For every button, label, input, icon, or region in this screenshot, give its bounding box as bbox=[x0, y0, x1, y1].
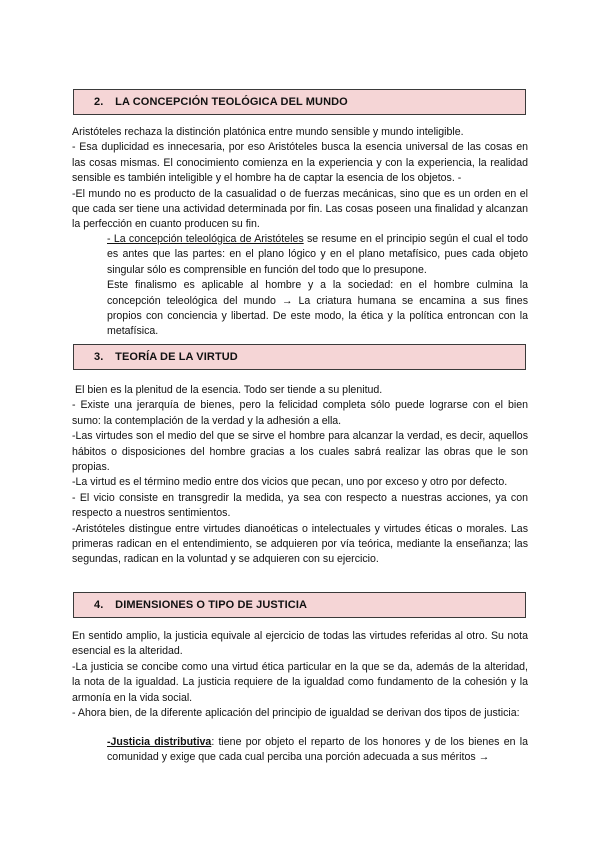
paragraph: -La justicia se concibe como una virtud ética particular en la que se da, además de la alteridad, la nota de la igualdad. La justicia requiere de la igualdad como fundamento de la cohesión y la armonía en la vida social. bbox=[72, 660, 528, 704]
paragraph: - Existe una jerarquía de bienes, pero la felicidad completa sólo puede lograrse con el bien sumo: la contemplación de la verdad y la adhesión a ella. bbox=[72, 399, 528, 427]
paragraph: Aristóteles rechaza la distinción platónica entre mundo sensible y mundo inteligible. bbox=[72, 126, 464, 138]
paragraph-text: : tiene por objeto el reparto de los honores y de los bienes en la comunidad y exige que cada cual perciba una porción adecuada a sus méritos → bbox=[107, 736, 528, 764]
paragraph: Este finalismo es aplicable al hombre y a la sociedad: en el hombre culmina la concepción teleológica del mundo → La criatura humana se encamina a sus fines propios con conciencia y libertad. De este modo, la ética y la política entroncan con la metafísica. bbox=[107, 279, 528, 338]
section-title: LA CONCEPCIÓN TEOLÓGICA DEL MUNDO bbox=[115, 96, 348, 108]
paragraph-text: se resume en el principio según el cual el todo es antes que las partes: en el plano lógico y en el plano metafísico, pues cada objeto singular sólo es comprensible en función del todo que lo presupone. bbox=[107, 233, 528, 276]
paragraph: En sentido amplio, la justicia equivale al ejercicio de todas las virtudes referidas al otro. Su nota esencial es la alteridad. bbox=[72, 630, 528, 658]
section-number: 3. bbox=[94, 351, 104, 363]
paragraph: El bien es la plenitud de la esencia. Todo ser tiende a su plenitud. bbox=[75, 384, 383, 396]
paragraph: -Aristóteles distingue entre virtudes dianoéticas o intelectuales y virtudes éticas o morales. Las primeras radican en el entendimiento, se adquieren por vía teórica, mediante la enseñanza; las segundas, radican en la voluntad y se adquieren con su ejercicio. bbox=[72, 522, 528, 566]
section-2-indented bbox=[107, 232, 528, 340]
bold-underlined-lead: -Justicia distributiva bbox=[107, 736, 212, 748]
section-title: DIMENSIONES O TIPO DE JUSTICIA bbox=[115, 599, 308, 611]
paragraph: -El mundo no es producto de la casualidad o de fuerzas mecánicas, sino que es un orden en el que cada ser tiene una actividad determinada por fin. Las cosas poseen una finalidad y alcanzan la perfección en cuanto producen su fin. bbox=[72, 187, 528, 231]
paragraph: - Esa duplicidad es innecesaria, por eso Aristóteles busca la esencia universal de las cosas en las cosas mismas. El conocimiento comienza en la experiencia y con la experiencia, la realidad sensible es también inteligible y el hombre ha de captar la esencia de los objetos. - bbox=[72, 141, 528, 185]
paragraph bbox=[107, 232, 528, 278]
section-4-body bbox=[72, 629, 528, 721]
paragraph: - El vicio consiste en transgredir la medida, ya sea con respecto a nuestras acciones, ya con respecto a nuestros sentimientos. bbox=[72, 491, 528, 520]
paragraph: -La virtud es el término medio entre dos vicios que pecan, uno por exceso y otro por defecto. bbox=[72, 476, 508, 489]
section-heading-3 bbox=[73, 344, 526, 370]
section-4-indented bbox=[107, 735, 528, 766]
section-2-body bbox=[72, 125, 528, 233]
section-title: TEORÍA DE LA VIRTUD bbox=[115, 351, 238, 363]
section-3-body bbox=[72, 383, 528, 568]
section-number: 2. bbox=[94, 96, 104, 108]
section-heading-2 bbox=[73, 89, 526, 115]
paragraph: -Las virtudes son el medio del que se sirve el hombre para alcanzar la verdad, es decir, aquellos hábitos o disposiciones del hombre gracias a los cuales sabrá realizar las obras que le son propias. bbox=[72, 430, 528, 474]
section-number: 4. bbox=[94, 599, 104, 611]
underlined-lead: - La concepción teleológica de Aristóteles bbox=[107, 233, 304, 245]
paragraph: - Ahora bien, de la diferente aplicación del principio de igualdad se derivan dos tipos de justicia: bbox=[72, 707, 520, 720]
section-heading-4 bbox=[73, 592, 526, 618]
paragraph bbox=[107, 735, 528, 766]
